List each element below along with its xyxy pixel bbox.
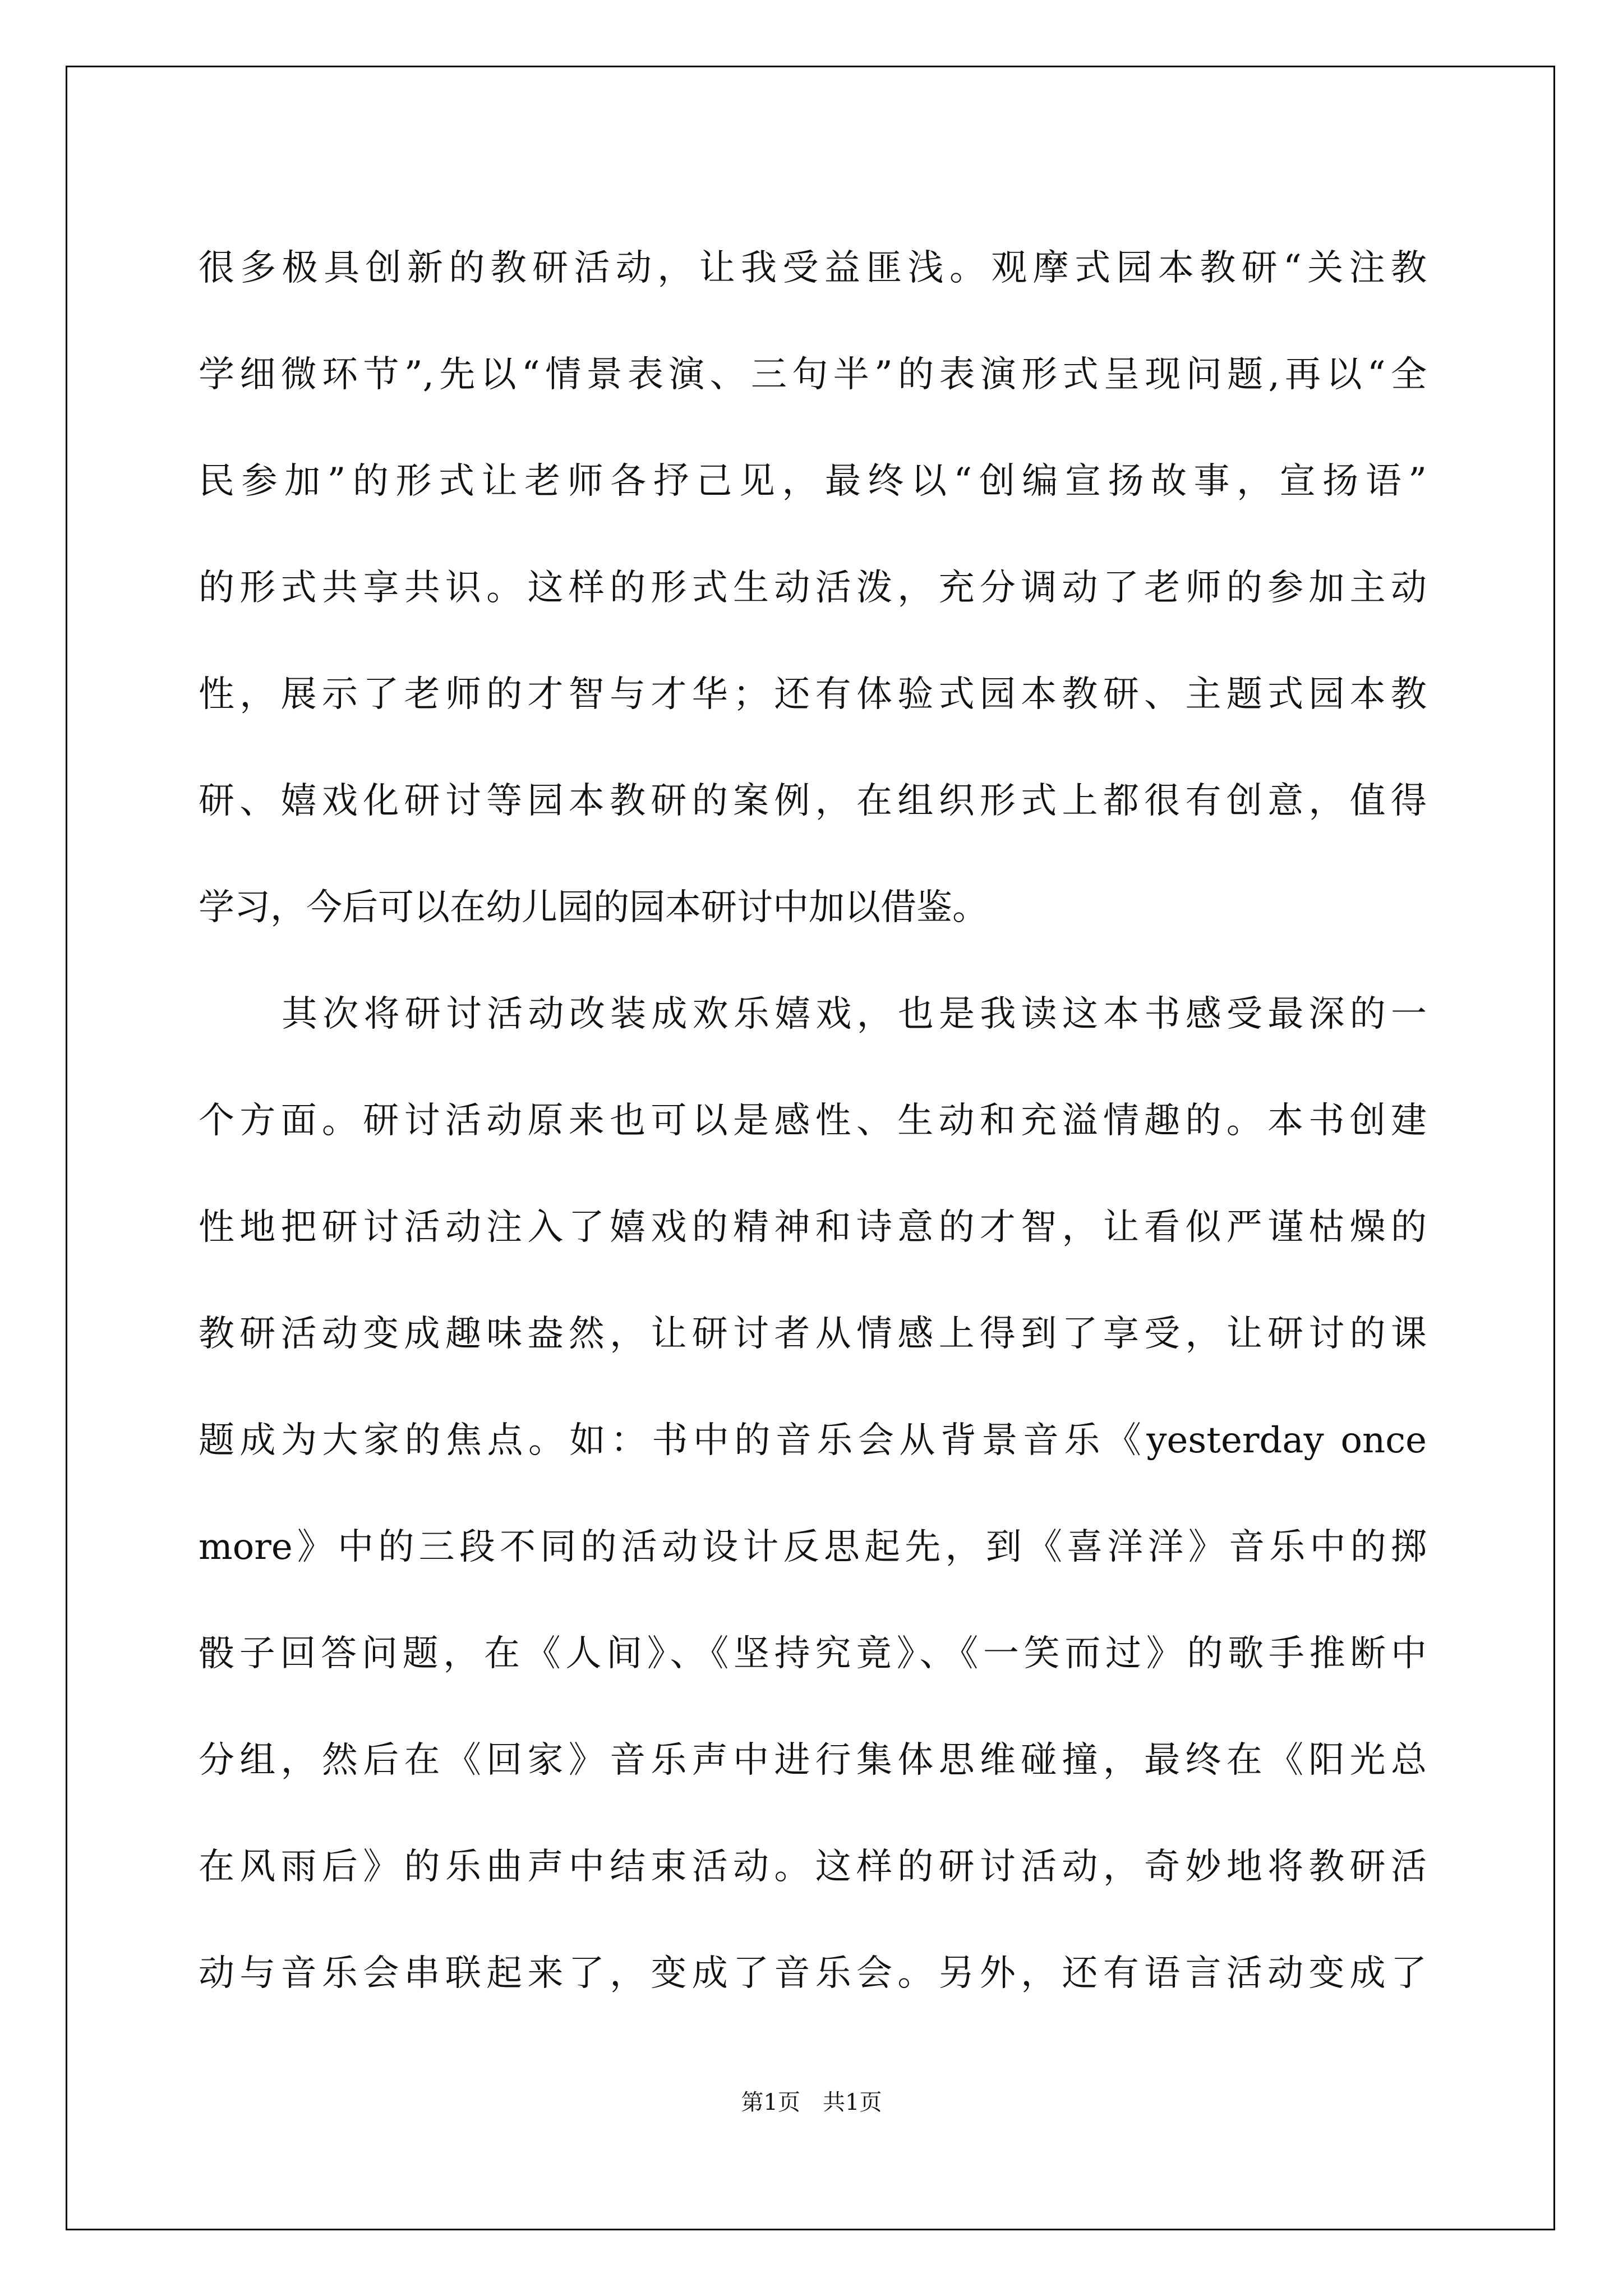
- text-line: more》中的三段不同的活动设计反思起先，到《喜洋洋》音乐中的掷: [199, 1526, 1427, 1568]
- text-line: 性，展示了老师的才智与才华；还有体验式园本教研、主题式园本教: [199, 674, 1427, 715]
- text-line: 民参加”的形式让老师各抒己见，最终以“创编宣扬故事，宣扬语”: [199, 461, 1427, 502]
- text-line: 骰子回答问题，在《人间》、《坚持究竟》、《一笑而过》的歌手推断中: [199, 1633, 1427, 1674]
- text-line: 个方面。研讨活动原来也可以是感性、生动和充溢情趣的。本书创建: [199, 1100, 1427, 1142]
- text-line: 的形式共享共识。这样的形式生动活泼，充分调动了老师的参加主动: [199, 567, 1427, 609]
- paragraph: [199, 215, 1427, 961]
- text-line: 动与音乐会串联起来了，变成了音乐会。另外，还有语言活动变成了: [199, 1953, 1427, 1994]
- text-line: 分组，然后在《回家》音乐声中进行集体思维碰撞，最终在《阳光总: [199, 1740, 1427, 1781]
- text-line: 题成为大家的焦点。如：书中的音乐会从背景音乐《yesterday once: [199, 1420, 1427, 1461]
- document-body: [199, 215, 1427, 2027]
- text-line: 在风雨后》的乐曲声中结束活动。这样的研讨活动，奇妙地将教研活: [199, 1846, 1427, 1888]
- text-line: 研、嬉戏化研讨等园本教研的案例，在组织形式上都很有创意，值得: [199, 780, 1427, 822]
- text-line: 学习，今后可以在幼儿园的园本研讨中加以借鉴。: [199, 887, 988, 928]
- text-line: 学细微环节”,先以“情景表演、三句半”的表演形式呈现问题,再以“全: [199, 354, 1427, 395]
- page-number-footer: 第1页 共1页: [741, 2090, 882, 2115]
- text-line: 很多极具创新的教研活动，让我受益匪浅。观摩式园本教研“关注教: [199, 247, 1427, 289]
- text-line: 性地把研讨活动注入了嬉戏的精神和诗意的才智，让看似严谨枯燥的: [199, 1207, 1427, 1248]
- paragraph: [199, 961, 1427, 2027]
- text-line: 其次将研讨活动改装成欢乐嬉戏，也是我读这本书感受最深的一: [282, 993, 1427, 1035]
- text-line: 教研活动变成趣味盎然，让研讨者从情感上得到了享受，让研讨的课: [199, 1313, 1427, 1355]
